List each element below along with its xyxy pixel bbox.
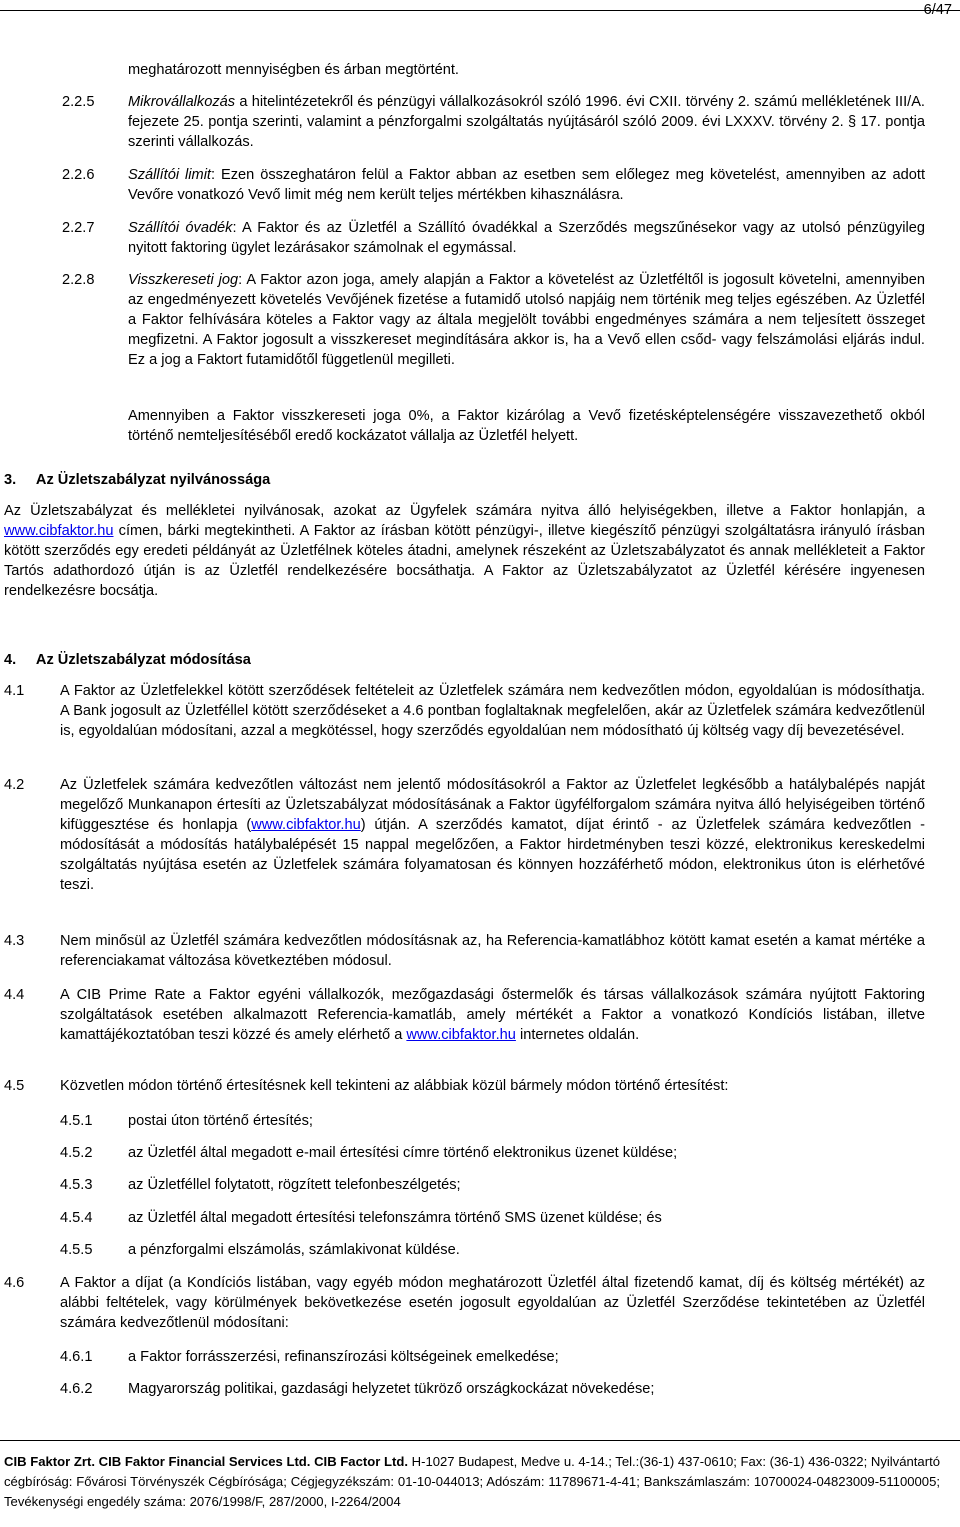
- definition-text: : A Faktor és az Üzletfél a Szállító óvadékkal a Szerződés megszűnésekor vagy az utolsó pénzügyileg nyitott faktoring ügylet lezárásakor számolnak el egymással.: [128, 220, 925, 256]
- visszkereset-paragraph: Amennyiben a Faktor visszkereseti joga 0%, a Faktor kizárólag a Vevő fizetésképtelenségére visszavezethető okból történő nemteljesítéséből eredő kockázatot vállalja az Üzletfél helyett.: [128, 408, 925, 444]
- definition-item: [128, 92, 925, 152]
- cibfaktor-link[interactable]: www.cibfaktor.hu: [251, 817, 361, 833]
- sub-item-text: postai úton történő értesítés;: [128, 1113, 313, 1129]
- section-3-heading: 3. Az Üzletszabályzat nyilvánossága: [4, 472, 271, 488]
- paragraph-4-2: [60, 775, 925, 895]
- sub-item-number: 4.5.2: [60, 1145, 93, 1161]
- item-number: 4.5: [4, 1078, 25, 1094]
- sub-item-text: az Üzletféllel folytatott, rögzített telefonbeszélgetés;: [128, 1177, 461, 1193]
- section-4-heading: 4. Az Üzletszabályzat módosítása: [4, 652, 251, 668]
- definition-item: [128, 165, 925, 205]
- sub-item-number: 4.6.2: [60, 1381, 93, 1397]
- item-number: 4.1: [4, 683, 25, 699]
- sub-item-number: 4.5.4: [60, 1210, 93, 1226]
- paragraph-text: internetes oldalán.: [515, 1027, 640, 1043]
- footer-details: H-1027 Budapest, Medve u. 4-14.; Tel.:(36-1) 437-0610; Fax: (36-1) 436-0322; Nyilvántartó cégbíróság: Fővárosi Törvényszék Cégbírósága; Cégjegyzékszám: 01-10-044013; Adószám: 11789671-4-41; Bankszámlaszám: 10700024-04823009-51100005; Tevékenységi engedély száma: 2076/1998/F, 287/2000, I-2264/2004: [4, 1454, 940, 1509]
- definition-text: a hitelintézetekről és pénzügyi vállalkozásokról szóló 1996. évi CXII. törvény 2. számú mellékletének III/A. fejezete 25. pontja szerinti, valamint a pénzforgalmi szolgáltatás nyújtásáról szóló 2009. évi LXXXV. törvény 2. § 17. pontja szerinti vállalkozás.: [128, 94, 925, 150]
- definition-item: [128, 270, 925, 370]
- footer-rule: [0, 1440, 960, 1441]
- sub-item-number: 4.5.1: [60, 1113, 93, 1129]
- paragraph-4-1: A Faktor az Üzletfelekkel kötött szerződések feltételeit az Üzletfelek számára nem kedvezőtlen módon, egyoldalúan is módosíthatja. A Bank jogosult az Üzletféllel kötött szerződéseket a 4.6 pontban foglaltaknak megfelelően, akár az Üzletfelek számára kedvezőtlenül is, egyoldalúan módosítani, azzal a megkötéssel, hogy szerződés egyoldalúan nem módosítható új költség vagy díj bevezetésével.: [60, 683, 925, 739]
- paragraph-4-6: A Faktor a díjat (a Kondíciós listában, vagy egyéb módon meghatározott Üzletfél által fizetendő kamat, díj és költség mértékét) az alábbi feltételek, vagy körülmények bekövetkezése esetén jogosult egyoldalúan az Üzletfél Szerződése tekintetében az Üzletfél számára kedvezőtlenül módosítani:: [60, 1275, 925, 1331]
- sub-item-number: 4.5.3: [60, 1177, 93, 1193]
- cibfaktor-link[interactable]: www.cibfaktor.hu: [406, 1027, 516, 1043]
- sub-item-text: Magyarország politikai, gazdasági helyzetet tükröző országkockázat növekedése;: [128, 1381, 655, 1397]
- sub-item-text: a pénzforgalmi elszámolás, számlakivonat küldése.: [128, 1242, 460, 1258]
- item-number: 2.2.6: [62, 167, 95, 183]
- sub-item-text: az Üzletfél által megadott e-mail értesítési címre történő elektronikus üzenet küldése;: [128, 1145, 678, 1161]
- section-3-text: Az Üzletszabályzat és mellékletei nyilvánosak, azokat az Ügyfelek számára nyitva álló helyiségekben, illetve a Faktor honlapján, a: [4, 503, 925, 519]
- item-number: 2.2.7: [62, 220, 95, 236]
- definition-term: Mikrovállalkozás: [128, 94, 236, 110]
- item-number: 2.2.5: [62, 94, 95, 110]
- paragraph-4-5: Közvetlen módon történő értesítésnek kell tekinteni az alábbiak közül bármely módon történő értesítést:: [60, 1078, 729, 1094]
- paragraph-text: ) útján. A szerződés kamatot, díjat érintő - az Üzletfelek számára kedvezőtlen - módosítását a módosítás hatálybalépését 15 nappal megelőzően, a Faktor hirdetményben teszi közzé, elektronikus kereskedelmi szolgáltatás nyújtása esetén az Üzletfelek számára folyamatosan és könnyen hozzáférhető módon, elektronikus úton is elérhetővé teszi.: [60, 817, 926, 893]
- definition-text: : Ezen összeghatáron felül a Faktor abban az esetben sem előlegez meg követelést, amennyiben az adott Vevőre vonatkozó Vevő limit még nem került teljes mértékben kihasználásra.: [128, 167, 926, 203]
- paragraph-text: Az Üzletfelek számára kedvezőtlen változást nem jelentő módosításokról a Faktor az Üzletfelet legkésőbb a hatálybalépés napját megelőző Munkanapon értesíti az Üzletszabályzat módosításának a Faktor ügyfélforgalom számára nyitva álló helyiségeiben történő kifüggesztése és honlapja (: [60, 777, 925, 833]
- item-number: 2.2.8: [62, 272, 95, 288]
- definition-term: Szállítói óvadék: [128, 220, 233, 236]
- header-rule: [0, 10, 960, 11]
- paragraph-4-3: Nem minősül az Üzletfél számára kedvezőtlen módosításnak az, ha Referencia-kamatlábhoz kötött kamat esetén a kamat mértéke a referenciakamat változása következtében módosul.: [60, 933, 925, 969]
- sub-item-text: az Üzletfél által megadott értesítési telefonszámra történő SMS üzenet küldése; és: [128, 1210, 662, 1226]
- definition-term: Visszkereseti jog: [128, 272, 239, 288]
- paragraph-text: A CIB Prime Rate a Faktor egyéni vállalkozók, mezőgazdasági őstermelők és társas vállalkozások számára nyújtott Faktoring szolgáltatások esetében alkalmazott Referencia-kamatláb, amely mértékét a Faktor a vonatkozó Kondíciós listában, illetve kamattájékoztatóban teszi közzé és amely elérhető a: [60, 987, 925, 1043]
- footer: [4, 1452, 940, 1512]
- sub-item-text: a Faktor forrásszerzési, refinanszírozási költségeinek emelkedése;: [128, 1349, 559, 1365]
- item-number: 4.4: [4, 987, 25, 1003]
- item-number: 4.6: [4, 1275, 25, 1291]
- definition-text: : A Faktor azon joga, amely alapján a Faktor a követelést az Üzletféltől is jogosult követelni, amennyiben az engedményezett követelés Vevőjének fizetése a futamidő utolsó napjáig nem történik meg teljes egészében. Az Üzletfél a Faktor felhívására köteles a Faktor vagy az általa megjelölt további engedményes számára a nem teljesített összeget megfizetni. A Faktor jogosult a visszkereset megindítására akkor is, ha a Vevő ellen csőd- vagy felszámolási eljárás indul. Ez a jog a Faktort futamidőtől függetlenül megilleti.: [128, 272, 925, 368]
- definition-item: [128, 218, 925, 258]
- item-number: 4.2: [4, 777, 25, 793]
- footer-company-names: CIB Faktor Zrt. CIB Faktor Financial Services Ltd. CIB Factor Ltd.: [4, 1454, 408, 1469]
- page-number: 6/47: [923, 2, 952, 18]
- definition-term: Szállítói limit: [128, 167, 211, 183]
- section-3-paragraph: [4, 501, 925, 601]
- intro-line: meghatározott mennyiségben és árban megtörtént.: [128, 62, 459, 78]
- section-3-text: címen, bárki megtekintheti. A Faktor az írásban kötött pénzügyi-, illetve kiegészítő pénzügyi szolgáltatásra irányuló írásban kötött szerződés egy eredeti példányát az Üzletfélnek köteles átadni, amelynek részeként az Üzletszabályzatot és annak mellékleteit a Faktor Tartós adathordozó útján is az Üzletfél rendelkezésére bocsáthatja. A Faktor az Üzletszabályzatot az Üzletfél kérésére ingyenesen rendelkezésre bocsátja.: [4, 523, 925, 599]
- item-number: 4.3: [4, 933, 25, 949]
- paragraph-4-4: [60, 985, 925, 1045]
- sub-item-number: 4.6.1: [60, 1349, 93, 1365]
- cibfaktor-link[interactable]: www.cibfaktor.hu: [4, 523, 114, 539]
- sub-item-number: 4.5.5: [60, 1242, 93, 1258]
